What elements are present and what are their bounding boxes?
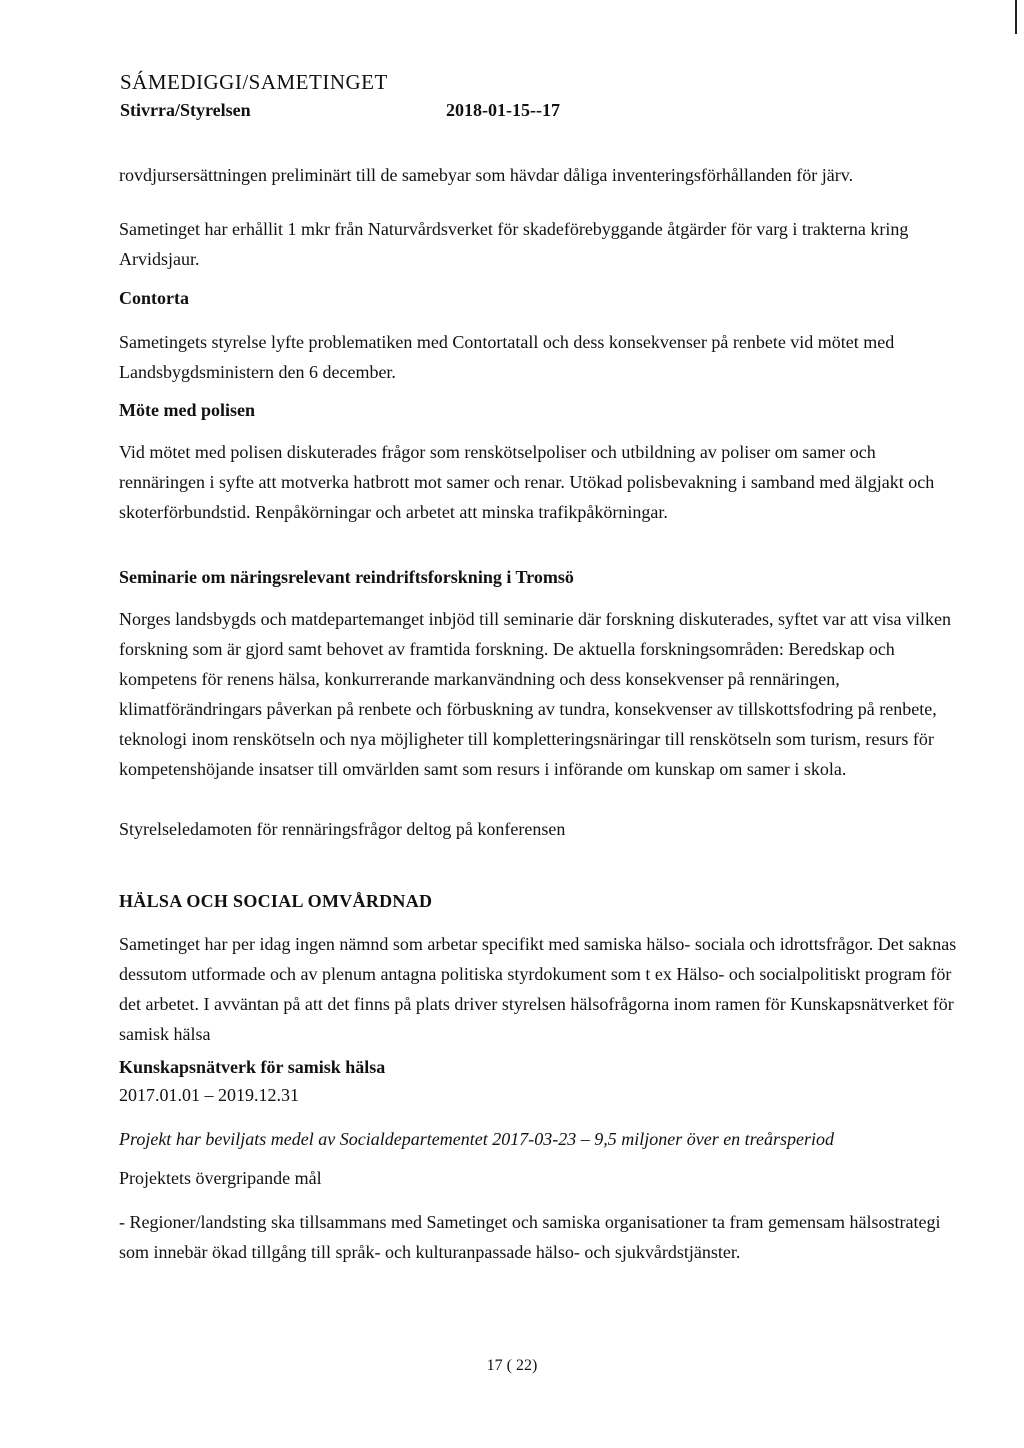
network-funding: Projekt har beviljats medel av Socialdepartementet 2017-03-23 – 9,5 miljoner över en treårsperiod <box>119 1129 835 1149</box>
seminar-note: Styrelseledamoten för rennäringsfrågor deltog på konferensen <box>119 819 566 839</box>
seminar-body: Norges landsbygds och matdepartemanget inbjöd till seminarie där forskning diskuterades, syftet var att visa vilken forskning som är gjord samt behovet av framtida forskning. De aktuella forskningsområden: Beredskap och kompetens för renens hälsa, konkurrerande markanvändning och dess konsekvenser på rennäringen, klimatförändringars påverkan på renbete och förbuskning av tundra, konsekvenser av tillskottsfodring på renbete, teknologi inom renskötseln och nya möjligheter till kompletteringsnäringar till renskötseln som turism, resurs för kompetenshöjande insatser till omvärlden samt som resurs i införande om kunskap om samer i skola. <box>119 609 951 779</box>
network-heading: Kunskapsnätverk för samisk hälsa <box>119 1057 386 1077</box>
network-goal-item: - Regioner/landsting ska tillsammans med Sametinget och samiska organisationer ta fram gemensam hälsostrategi som innebär ökad tillgång till språk- och kulturanpassade hälso- och sjukvårdstjänster. <box>119 1212 941 1262</box>
contorta-heading: Contorta <box>119 288 189 308</box>
health-body: Sametinget har per idag ingen nämnd som arbetar specifikt med samiska hälso- sociala och idrottsfrågor. Det saknas dessutom utformade och av plenum antagna politiska styrdokument som t ex Hälso- och socialpolitiskt program för det arbetet. I avväntan på att det finns på plats driver styrelsen hälsofrågorna inom ramen för Kunskapsnätverket för samisk hälsa <box>119 934 957 1044</box>
health-heading: HÄLSA OCH SOCIAL OMVÅRDNAD <box>119 891 433 911</box>
header-date: 2018-01-15--17 <box>446 100 560 120</box>
header-organization: SÁMEDIGGI/SAMETINGET <box>120 70 388 94</box>
intro-paragraph-2: Sametinget har erhållit 1 mkr från Naturvårdsverket för skadeförebyggande åtgärder för varg i trakterna kring Arvidsjaur. <box>119 219 909 269</box>
seminar-heading: Seminarie om näringsrelevant reindriftsforskning i Tromsö <box>119 567 574 587</box>
police-body: Vid mötet med polisen diskuterades frågor som renskötselpoliser och utbildning av poliser om samer och rennäringen i syfte att motverka hatbrott mot samer och renar. Utökad polisbevakning i samband med älgjakt och skoterförbundstid. Renpåkörningar och arbetet att minska trafikpåkörningar. <box>119 442 935 522</box>
page-number: 17 ( 22) <box>486 1357 538 1374</box>
police-heading: Möte med polisen <box>119 400 255 420</box>
header-unit: Stivrra/Styrelsen <box>120 100 251 120</box>
scan-edge-mark <box>1015 0 1017 34</box>
intro-paragraph-1: rovdjursersättningen preliminärt till de samebyar som hävdar dåliga inventeringsförhållanden för järv. <box>119 165 854 185</box>
network-goal-heading: Projektets övergripande mål <box>119 1168 322 1188</box>
network-period: 2017.01.01 – 2019.12.31 <box>119 1085 299 1105</box>
contorta-body: Sametingets styrelse lyfte problematiken med Contortatall och dess konsekvenser på renbete vid mötet med Landsbygdsministern den 6 december. <box>119 332 895 382</box>
